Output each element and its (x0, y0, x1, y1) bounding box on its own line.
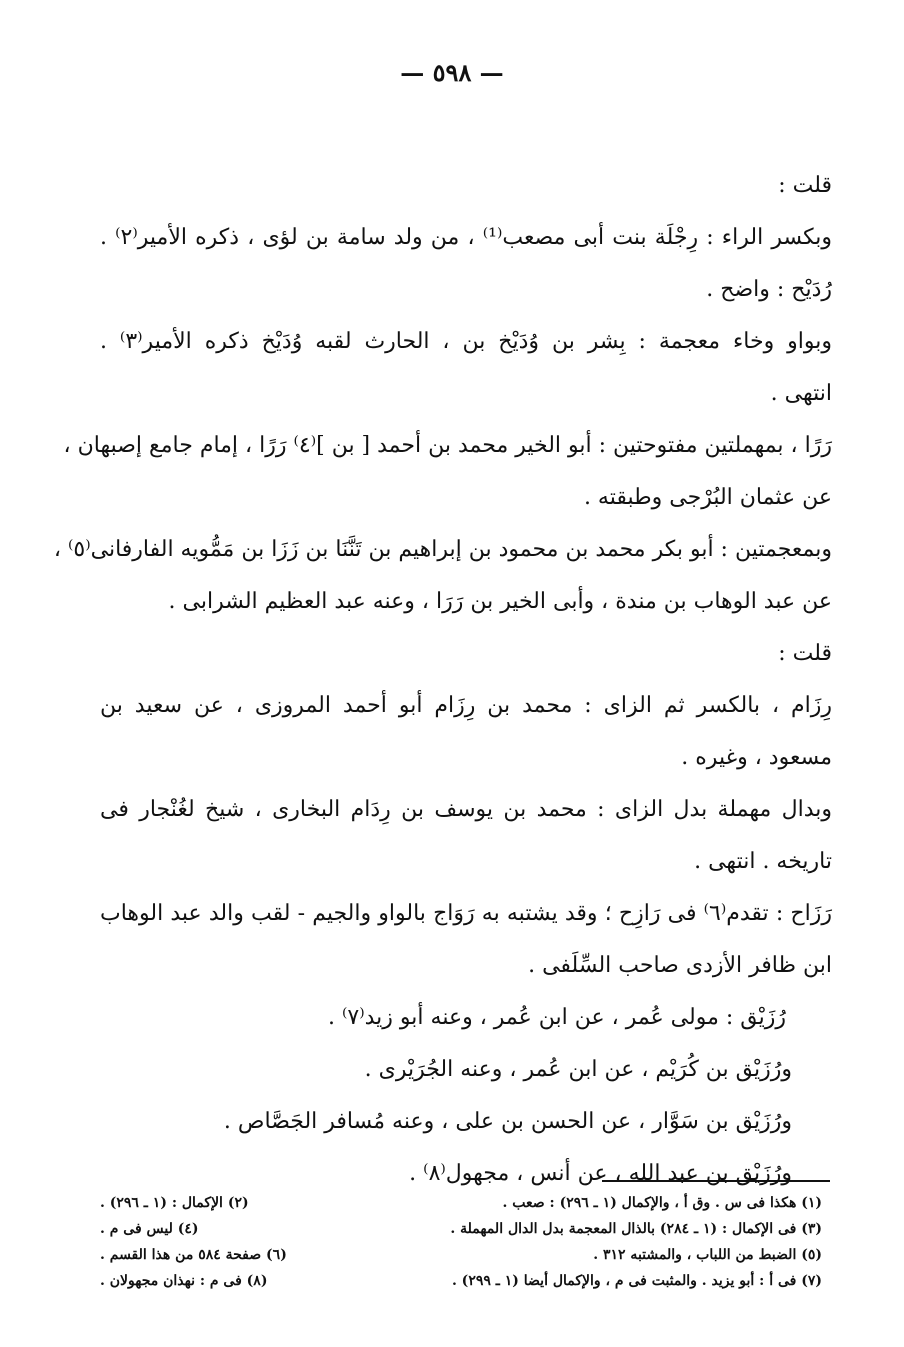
text-line: وبدال مهملة بدل الزاى : محمد بن يوسف بن رِدَام البخارى ، شيخ لغُنْجار فى (100, 797, 832, 822)
main-text (53, 160, 832, 1200)
footnote-row (100, 1216, 822, 1242)
text-line: عن عثمان البُرْجى وطبقته . (583, 485, 832, 510)
text-line: ورُزَيْق بن كُرَيْم ، عن ابن عُمر ، وعنه الجُرَيْرى . (364, 1057, 792, 1082)
footnote: (٧) فى أ : أبو يزيد . والمثبت فى م ، والإكمال أيضا (١ ـ ٢٩٩) . (451, 1273, 822, 1289)
text-line: ورُزَيْق بن عبد الله ، عن أنس ، مجهول⁽٨⁾ . (409, 1161, 792, 1186)
text-line: مسعود ، وغيره . (681, 745, 832, 770)
footnote: (٥) الضبط من اللباب ، والمشتبه ٣١٢ . (593, 1247, 822, 1263)
text-line: انتهى . (770, 381, 832, 406)
text-line: عن عبد الوهاب بن مندة ، وأبى الخير بن رَرَا ، وعنه عبد العظيم الشرابى . (168, 589, 832, 614)
footnote-row (100, 1190, 822, 1216)
text-line: رَزَاح : تقدم⁽٦⁾ فى رَازِح ؛ وقد يشتبه به رَوَاج بالواو والجيم - لقب والد عبد الوهاب (100, 901, 832, 926)
page-number: — ٥٩٨ — (400, 58, 504, 87)
text-line: وبكسر الراء : رِجْلَة بنت أبى مصعب⁽¹⁾ ، من ولد سامة بن لؤى ، ذكره الأمير⁽٢⁾ . (100, 225, 832, 250)
footnote: (٢) الإكمال : (١ ـ ٢٩٦) . (100, 1195, 249, 1211)
text-line: رُزَيْق : مولى عُمر ، عن ابن عُمر ، وعنه أبو زيد⁽٧⁾ . (328, 1005, 786, 1030)
text-line: وبمعجمتين : أبو بكر محمد بن محمود بن إبراهيم بن تَنَّنَا بن زَزَا بن مَمُّويه الفارفانى⁽٥⁾ ، (53, 537, 832, 562)
text-line: ابن ظافر الأزدى صاحب السِّلَفى . (528, 953, 832, 978)
text-line: رَرًا ، بمهملتين مفتوحتين : أبو الخير محمد بن أحمد [ بن ]⁽٤⁾ رَرًا ، إمام جامع إصبهان ، (63, 433, 832, 458)
footnote-row (100, 1268, 822, 1294)
footnotes (100, 1190, 822, 1294)
text-line: قلت : (778, 173, 832, 198)
footnote: (١) هكذا فى س . وق أ ، والإكمال (١ ـ ٢٩٦) : صعب . (502, 1195, 822, 1211)
footnote: (٦) صفحة ٥٨٤ من هذا القسم . (100, 1247, 287, 1263)
footnote: (٨) فى م : نهذان مجهولان . (100, 1273, 268, 1289)
footnote: (٤) ليس فى م . (100, 1221, 199, 1237)
footnote-divider (602, 1180, 830, 1182)
text-line: رُدَيْح : واضح . (706, 277, 832, 302)
text-line: تاريخه . انتهى . (694, 849, 832, 874)
text-line: قلت : (778, 641, 832, 666)
footnote: (٣) فى الإكمال : (١ ـ ٢٨٤) بالذال المعجمة بدل الدال المهملة . (450, 1221, 822, 1237)
text-line: وبواو وخاء معجمة : بِشر بن وُدَيْخ بن ، الحارث لقبه وُدَيْخ ذكره الأمير⁽٣⁾ . (100, 329, 832, 354)
text-line: ورُزَيْق بن سَوَّار ، عن الحسن بن على ، وعنه مُسافر الجَصَّاص . (223, 1109, 792, 1134)
text-line: رِزَام ، بالكسر ثم الزاى : محمد بن رِزَام أبو أحمد المروزى ، عن سعيد بن (100, 693, 832, 718)
footnote-row (100, 1242, 822, 1268)
